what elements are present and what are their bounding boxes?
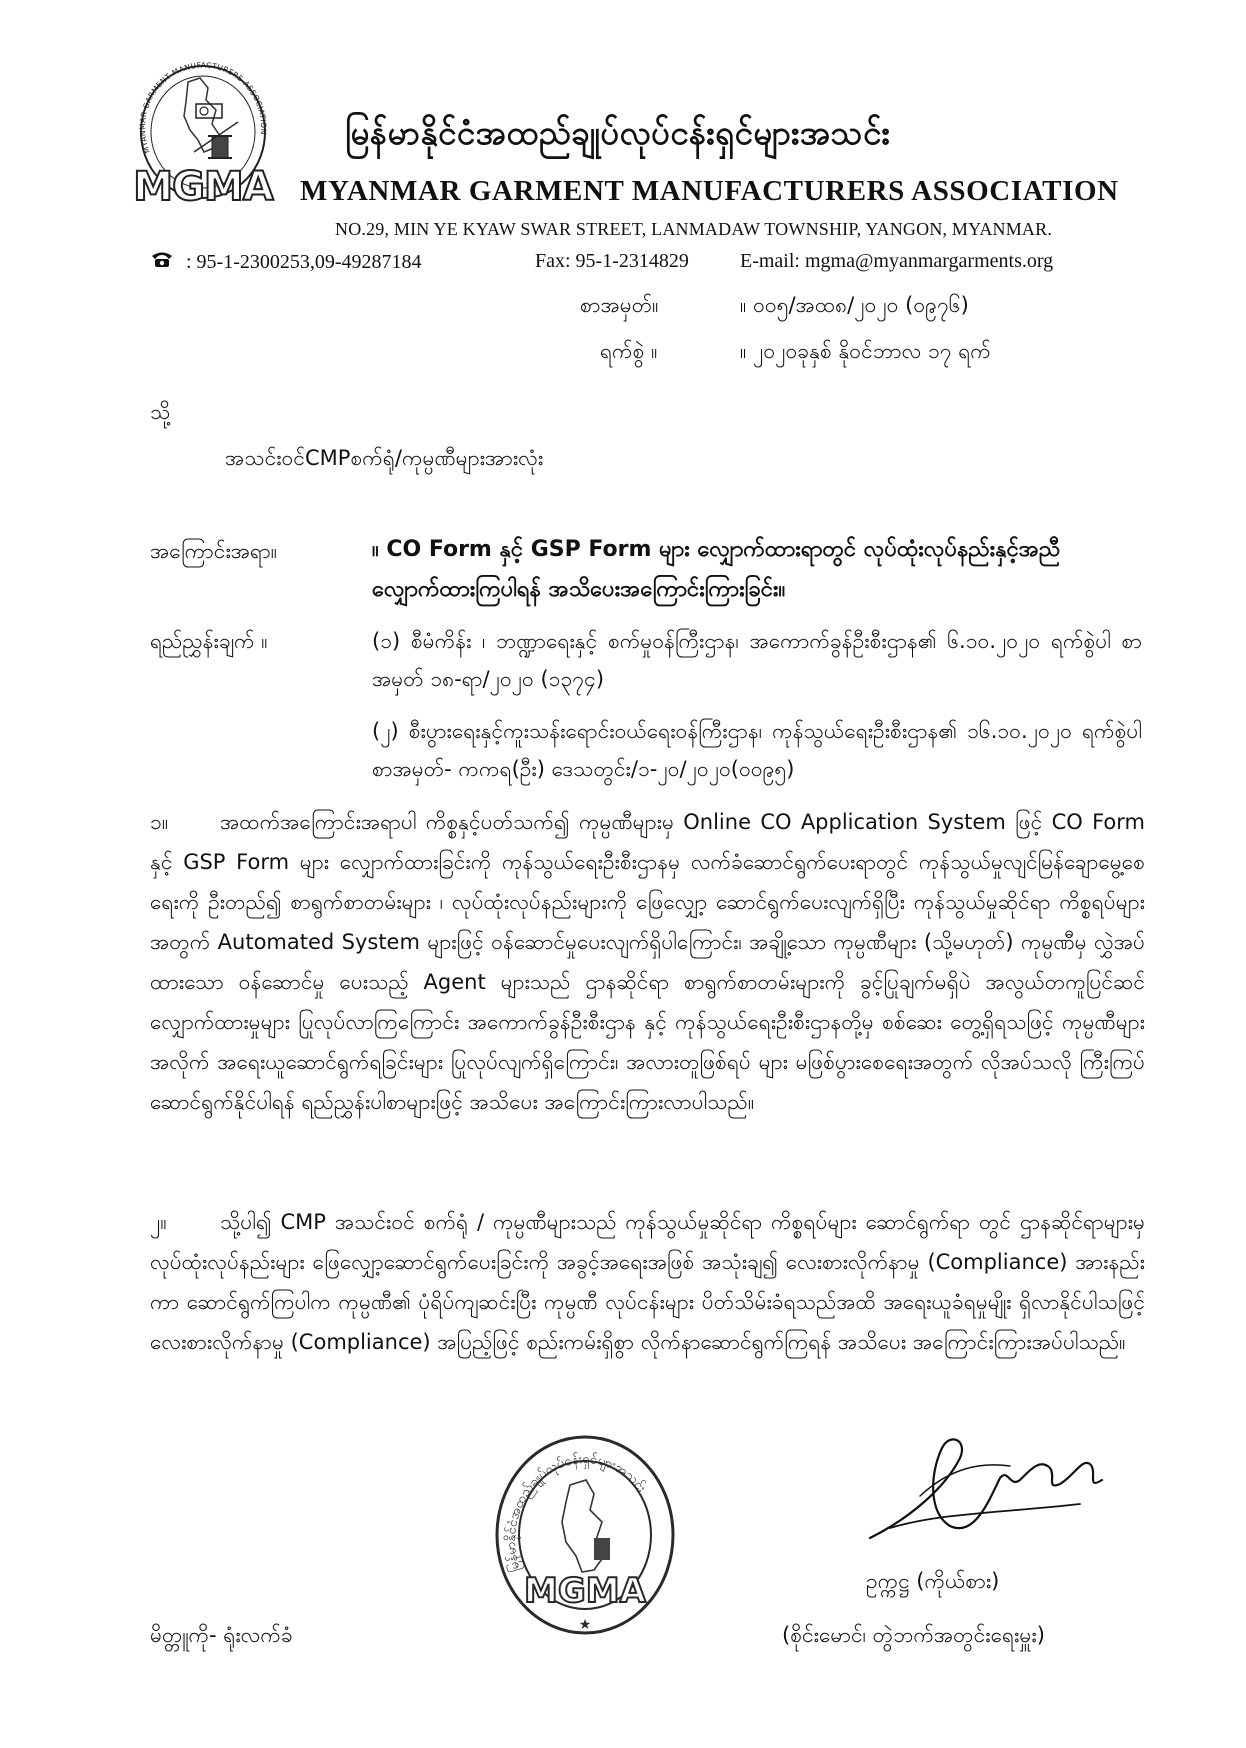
signer-name: (စိုင်းမောင်၊ တွဲဘက်အတွင်းရေးမှူး) <box>782 1623 1045 1647</box>
seal-ring-text: မြန်မာနိုင်ငံအထည်ချုပ်လုပ်ငန်းရှင်များအသင်း <box>503 1451 649 1574</box>
phone-number: : 95-1-2300253,09-49287184 <box>186 251 422 273</box>
letter-number-value: ။ ၀၀၅/အထ၈/၂၀၂၀ (၀၉၇၆) <box>740 293 969 317</box>
email-address[interactable]: E-mail: mgma@myanmargarments.org <box>740 250 1054 272</box>
subject-label: အကြောင်းအရာ။ <box>150 539 278 563</box>
logo-ring-text: MYANMAR GARMENT MANUFACTURERS ASSOCIATION <box>137 60 269 155</box>
to-label: သို့ <box>150 400 171 424</box>
logo-text: MGMA <box>133 164 273 210</box>
paragraph-1-text: အထက်အကြောင်းအရာပါ ကိစ္စနှင့်ပတ်သက်၍ ကုမ္ပဏီများမှ Online CO Application System ဖြင့် CO Form နှင့် GSP Form များ လျှောက်ထားခြင်းကို ကုန်သွယ်ရေးဦးစီးဌာနမှ လက်ခံဆောင်ရွက်ပေးရာတွင် ကုန်သွယ်မှုလျင်မြန်ချောမွေ့စေရေးကို ဦးတည်၍ စာရွက်စာတမ်းများ ၊ လုပ်ထုံးလုပ်နည်းများကို ဖြေလျှော့ ဆောင်ရွက်ပေးလျက်ရှိပြီး ကုန်သွယ်မှုဆိုင်ရာ ကိစ္စရပ်များအတွက် Automated System များဖြင့် ဝန်ဆောင်မှုပေးလျက်ရှိပါကြောင်း၊ အချို့သော ကုမ္ပဏီများ (သို့မဟုတ်) ကုမ္ပဏီမှ လွှဲအပ်ထားသော ဝန်ဆောင်မှု ပေးသည့် Agent များသည် ဌာနဆိုင်ရာ စာရွက်စာတမ်းများကို ခွင့်ပြုချက်မရှိပဲ အလွယ်တကူပြင်ဆင် လျှောက်ထားမှုများ ပြုလုပ်လာကြကြောင်း အကောက်ခွန်ဦးစီးဌာန နှင့် ကုန်သွယ်ရေးဦးစီးဌာနတို့မှ စစ်ဆေး တွေ့ရှိရသဖြင့် ကုမ္ပဏီများအလိုက် အရေးယူဆောင်ရွက်ရခြင်းများ ပြုလုပ်လျက်ရှိကြောင်း၊ အလားတူဖြစ်ရပ် များ မဖြစ်ပွားစေရေးအတွက် လိုအပ်သလို ကြီးကြပ်ဆောင်ရွက်နိုင်ပါရန် ရည်ညွှန်းပါစာများဖြင့် အသိပေး အကြောင်းကြားလာပါသည်။ <box>150 810 1145 1114</box>
date-value: ။ ၂၀၂၀ခုနှစ် နိုဝင်ဘာလ ၁၇ ရက် <box>740 339 991 363</box>
svg-text:★: ★ <box>578 1617 592 1633</box>
date-label: ရက်စွဲ ။ <box>600 339 658 363</box>
contact-row <box>150 250 1140 280</box>
signer-title: ဥက္ကဋ္ဌ (ကိုယ်စား) <box>866 1569 1000 1593</box>
paragraph-2 <box>150 1202 1145 1362</box>
phone-block <box>150 250 422 274</box>
paragraph-1-number: ၁။ <box>150 810 169 834</box>
fax-number: Fax: 95-1-2314829 <box>535 250 689 272</box>
references-label: ရည်ညွှန်းချက် ။ <box>150 629 268 653</box>
carbon-copy: မိတ္တူကို- ရုံးလက်ခံ <box>150 1623 293 1647</box>
paragraph-1 <box>150 802 1145 1122</box>
reference-item-2: (၂) စီးပွားရေးနှင့်ကူးသန်းရောင်းဝယ်ရေးဝန်ကြီးဌာန၊ ကုန်သွယ်ရေးဦးစီးဌာန၏ ၁၆.၁၀.၂၀၂၀ ရက်စွဲပါစာအမှတ်- ကကရ(ဦး) ဒေသတွင်း/၁-၂၀/၂၀၂၀(၀၀၉၅) <box>372 719 1142 781</box>
letter-number-label: စာအမှတ်။ <box>580 293 659 317</box>
signature <box>850 1418 1120 1553</box>
mgma-logo <box>128 40 278 230</box>
seal-text: MGMA <box>524 1571 646 1611</box>
org-address: NO.29, MIN YE KYAW SWAR STREET, LANMADAW TOWNSHIP, YANGON, MYANMAR. <box>335 219 1053 239</box>
official-seal <box>490 1430 680 1640</box>
subject-text: ။ CO Form နှင့် GSP Form များ လျှောက်ထားရာတွင် လုပ်ထုံးလုပ်နည်းနှင့်အညီ လျှောက်ထားကြပါရန် အသိပေးအကြောင်းကြားခြင်း။ <box>372 537 1061 602</box>
date-row <box>600 338 1140 370</box>
letter-number-row <box>580 292 1140 324</box>
telephone-icon <box>150 250 176 274</box>
org-name-myanmar: မြန်မာနိုင်ငံအထည်ချုပ်လုပ်ငန်းရှင်များအသင်း <box>345 113 891 152</box>
addressee: အသင်းဝင်CMPစက်ရုံ/ကုမ္ပဏီများအားလုံး <box>225 446 544 470</box>
reference-item-1: (၁) စီမံကိန်း ၊ ဘဏ္ဍာရေးနှင့် စက်မှုဝန်ကြီးဌာန၊ အကောက်ခွန်ဦးစီးဌာန၏ ၆.၁၀.၂၀၂၀ ရက်စွဲပါ စာအမှတ် ၁၈-ရာ/၂၀၂၀ (၁၃၇၄) <box>372 629 1142 691</box>
paragraph-2-text: သို့ပါ၍ CMP အသင်းဝင် စက်ရုံ / ကုမ္ပဏီများသည် ကုန်သွယ်မှုဆိုင်ရာ ကိစ္စရပ်များ ဆောင်ရွက်ရာ တွင် ဌာနဆိုင်ရာများမှ လုပ်ထုံးလုပ်နည်းများ ဖြေလျှော့ဆောင်ရွက်ပေးခြင်းကို အခွင့်အရေးအဖြစ် အသုံးချ၍ လေးစားလိုက်နာမှု (Compliance) အားနည်းကာ ဆောင်ရွက်ကြပါက ကုမ္ပဏီ၏ ပုံရိပ်ကျဆင်းပြီး ကုမ္ပဏီ လုပ်ငန်းများ ပိတ်သိမ်းခံရသည်အထိ အရေးယူခံရမှုမျိုး ရှိလာနိုင်ပါသဖြင့် လေးစားလိုက်နာမှု (Compliance) အပြည့်ဖြင့် စည်းကမ်းရှိစွာ လိုက်နာဆောင်ရွက်ကြရန် အသိပေး အကြောင်းကြားအပ်ပါသည်။ <box>150 1210 1145 1354</box>
org-name-english: MYANMAR GARMENT MANUFACTURERS ASSOCIATION <box>300 175 1119 207</box>
paragraph-2-number: ၂။ <box>150 1210 167 1234</box>
